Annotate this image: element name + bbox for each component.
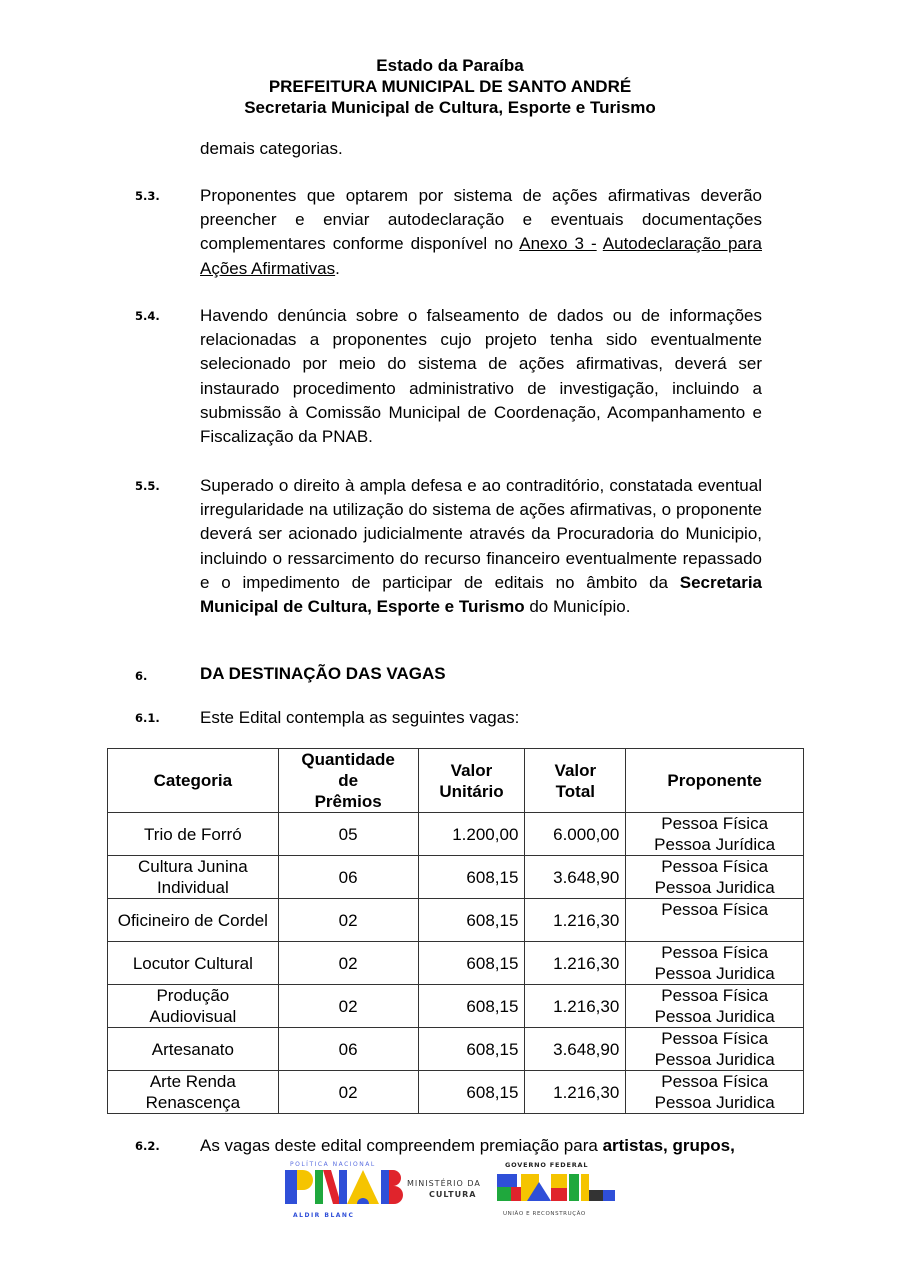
header-quantidade-l2: de: [338, 771, 359, 790]
section-5-5-body: Superado o direito à ampla defesa e ao contraditório, constatada eventual irregularidade na utilização do sistema de ações afirmativas, o proponente deverá ser acionado judicialmente através da Procuradoria do Municipio, incluindo o ressarcimento do recurso financeiro eventualmente repassado e o impedimento de participar de editais no âmbito da: [200, 476, 762, 592]
section-6-1-text: Este Edital contempla as seguintes vagas:: [200, 708, 520, 727]
cell-quantidade: 02: [278, 1071, 418, 1114]
section-number-5-4: 5.4.: [135, 309, 160, 323]
cell-categoria: Cultura Junina Individual: [108, 856, 279, 899]
header-valor-total: [525, 749, 626, 813]
cell-proponente: [626, 1071, 804, 1114]
proponente-type: Pessoa Física: [661, 900, 769, 919]
cell-proponente: [626, 1028, 804, 1071]
brasil-bottom-text: UNIÃO E RECONSTRUÇÃO: [503, 1211, 586, 1217]
section-6-2-body: As vagas deste edital compreendem premiação para: [200, 1136, 603, 1155]
footer-logos: [283, 1160, 623, 1220]
table-header-row: [108, 749, 804, 813]
table-row: [108, 899, 804, 942]
proponente-type: Pessoa Juridica: [654, 1093, 775, 1112]
cell-quantidade: 05: [278, 813, 418, 856]
proponente-type: Pessoa Física: [661, 986, 769, 1005]
brasil-block: [551, 1188, 567, 1201]
brasil-block: [551, 1174, 567, 1188]
section-6-2-text: [200, 1134, 762, 1158]
section-number-6: 6.: [135, 669, 148, 683]
cell-valor-total: 3.648,90: [525, 856, 626, 899]
table-row: [108, 1071, 804, 1114]
header-prefecture: PREFEITURA MUNICIPAL DE SANTO ANDRÉ: [268, 77, 632, 96]
header-quantidade-l3: Prêmios: [314, 792, 382, 811]
table-row: [108, 942, 804, 985]
proponente-type: Pessoa Física: [661, 943, 769, 962]
table-row: [108, 985, 804, 1028]
table-row: [108, 813, 804, 856]
cell-quantidade: 06: [278, 856, 418, 899]
pnab-bottom-text: ALDIR BLANC: [293, 1212, 355, 1219]
brasil-block: [581, 1174, 589, 1201]
proponente-type: Pessoa Juridica: [654, 1007, 775, 1026]
pnab-letter-b-stem: [381, 1170, 389, 1204]
cell-valor-unitario: 1.200,00: [418, 813, 525, 856]
brasil-block: [569, 1174, 579, 1201]
proponente-type: Pessoa Física: [661, 814, 769, 833]
vacancies-table: [107, 748, 804, 1114]
header-unitario-l1: Valor: [450, 760, 493, 780]
proponente-type: Pessoa Física: [661, 1029, 769, 1048]
cell-proponente: [626, 899, 804, 942]
cell-valor-total: 1.216,30: [525, 985, 626, 1028]
cell-categoria: Oficineiro de Cordel: [108, 899, 279, 942]
section-6-title: DA DESTINAÇÃO DAS VAGAS: [200, 664, 446, 683]
section-number-5-5: 5.5.: [135, 479, 160, 493]
cell-categoria: Arte Renda Renascença: [108, 1071, 279, 1114]
section-5-3-body: Proponentes que optarem por sistema de ações afirmativas deverão preencher e enviar autodeclaração e eventuais documentações complementares conforme disponível no: [200, 186, 762, 254]
proponente-type: Pessoa Juridica: [654, 1050, 775, 1069]
document-header: [0, 55, 900, 118]
section-5-5-text: [200, 474, 762, 619]
cell-categoria: Artesanato: [108, 1028, 279, 1071]
header-unitario-l2: Unitário: [439, 781, 504, 801]
brasil-block: [497, 1187, 511, 1201]
cell-valor-total: 6.000,00: [525, 813, 626, 856]
section-number-6-1: 6.1.: [135, 711, 160, 725]
brasil-block: [589, 1190, 603, 1201]
pnab-letter-n-diag: [323, 1170, 341, 1204]
header-total-l1: Valor: [554, 760, 597, 780]
cell-valor-unitario: 608,15: [418, 985, 525, 1028]
proponente-type: Pessoa Juridica: [654, 878, 775, 897]
brasil-top-text: GOVERNO FEDERAL: [505, 1161, 589, 1169]
continuation-text: demais categorias.: [200, 139, 343, 158]
cell-categoria: Trio de Forró: [108, 813, 279, 856]
brasil-block: [497, 1174, 517, 1187]
proponente-type: Pessoa Jurídica: [654, 835, 776, 854]
pnab-letter-b-top: [389, 1170, 401, 1186]
table-row: [108, 1028, 804, 1071]
proponente-type: Pessoa Física: [661, 1072, 769, 1091]
section-5-4-text: Havendo denúncia sobre o falseamento de dados ou de informações relacionadas a proponentes cujo projeto tenha sido eventualmente selecionado por meio do sistema de ações afirmativas, deverá ser instaurado procedimento administrativo de investigação, incluindo a submissão à Comissão Municipal de Coordenação, Acompanhamento e Fiscalização da PNAB.: [200, 306, 762, 447]
cell-valor-unitario: 608,15: [418, 899, 525, 942]
cell-proponente: [626, 942, 804, 985]
cell-proponente: [626, 856, 804, 899]
proponente-type: [632, 920, 797, 941]
header-categoria: Categoria: [108, 749, 279, 813]
cell-categoria: Produção Audiovisual: [108, 985, 279, 1028]
cell-valor-unitario: 608,15: [418, 856, 525, 899]
cell-valor-unitario: 608,15: [418, 942, 525, 985]
cell-quantidade: 06: [278, 1028, 418, 1071]
section-number-5-3: 5.3.: [135, 189, 160, 203]
section-number-6-2: 6.2.: [135, 1139, 160, 1153]
header-valor-unitario: [418, 749, 525, 813]
section-5-3-end: .: [335, 258, 340, 278]
header-total-l2: Total: [555, 781, 596, 801]
cell-valor-total: 1.216,30: [525, 899, 626, 942]
cell-valor-total: 3.648,90: [525, 1028, 626, 1071]
header-quantidade: [278, 749, 418, 813]
pnab-letter-n-left: [315, 1170, 323, 1204]
cell-quantidade: 02: [278, 985, 418, 1028]
cell-categoria: Locutor Cultural: [108, 942, 279, 985]
annex-3-link[interactable]: Anexo 3 -: [519, 234, 597, 254]
cell-proponente: [626, 813, 804, 856]
brasil-block: [603, 1190, 615, 1201]
header-secretariat: Secretaria Municipal de Cultura, Esporte e Turismo: [244, 98, 656, 117]
cell-quantidade: 02: [278, 942, 418, 985]
ministry-line2: CULTURA: [429, 1190, 477, 1199]
cell-valor-total: 1.216,30: [525, 1071, 626, 1114]
pnab-top-text: POLÍTICA NACIONAL: [290, 1161, 376, 1168]
ministry-line1: MINISTÉRIO DA: [407, 1179, 481, 1188]
table-row: [108, 856, 804, 899]
cell-quantidade: 02: [278, 899, 418, 942]
pnab-letter-p-stem: [285, 1170, 297, 1204]
header-state: Estado da Paraíba: [376, 56, 524, 75]
pnab-logo: [283, 1160, 483, 1220]
self-declaration-link[interactable]: Autodeclaração para Ações Afirmativas: [200, 234, 762, 278]
header-quantidade-l1: Quantidade: [301, 750, 395, 769]
pnab-letter-p-bowl: [297, 1170, 313, 1190]
pnab-letter-n-right: [339, 1170, 347, 1204]
header-proponente: Proponente: [626, 749, 804, 813]
proponente-type: Pessoa Física: [661, 857, 769, 876]
section-5-5-end: do Município.: [524, 597, 631, 617]
section-6-2-bold: artistas, grupos,: [602, 1136, 735, 1155]
cell-proponente: [626, 985, 804, 1028]
secretariat-name: Secretaria Municipal de Cultura, Esporte e Turismo: [200, 572, 762, 617]
cell-valor-unitario: 608,15: [418, 1028, 525, 1071]
proponente-type: Pessoa Juridica: [654, 964, 775, 983]
cell-valor-unitario: 608,15: [418, 1071, 525, 1114]
cell-valor-total: 1.216,30: [525, 942, 626, 985]
pnab-letter-b-bottom: [389, 1186, 403, 1204]
governo-federal-logo: [495, 1160, 620, 1220]
section-5-3-text: [200, 184, 762, 281]
brasil-block: [511, 1187, 521, 1201]
